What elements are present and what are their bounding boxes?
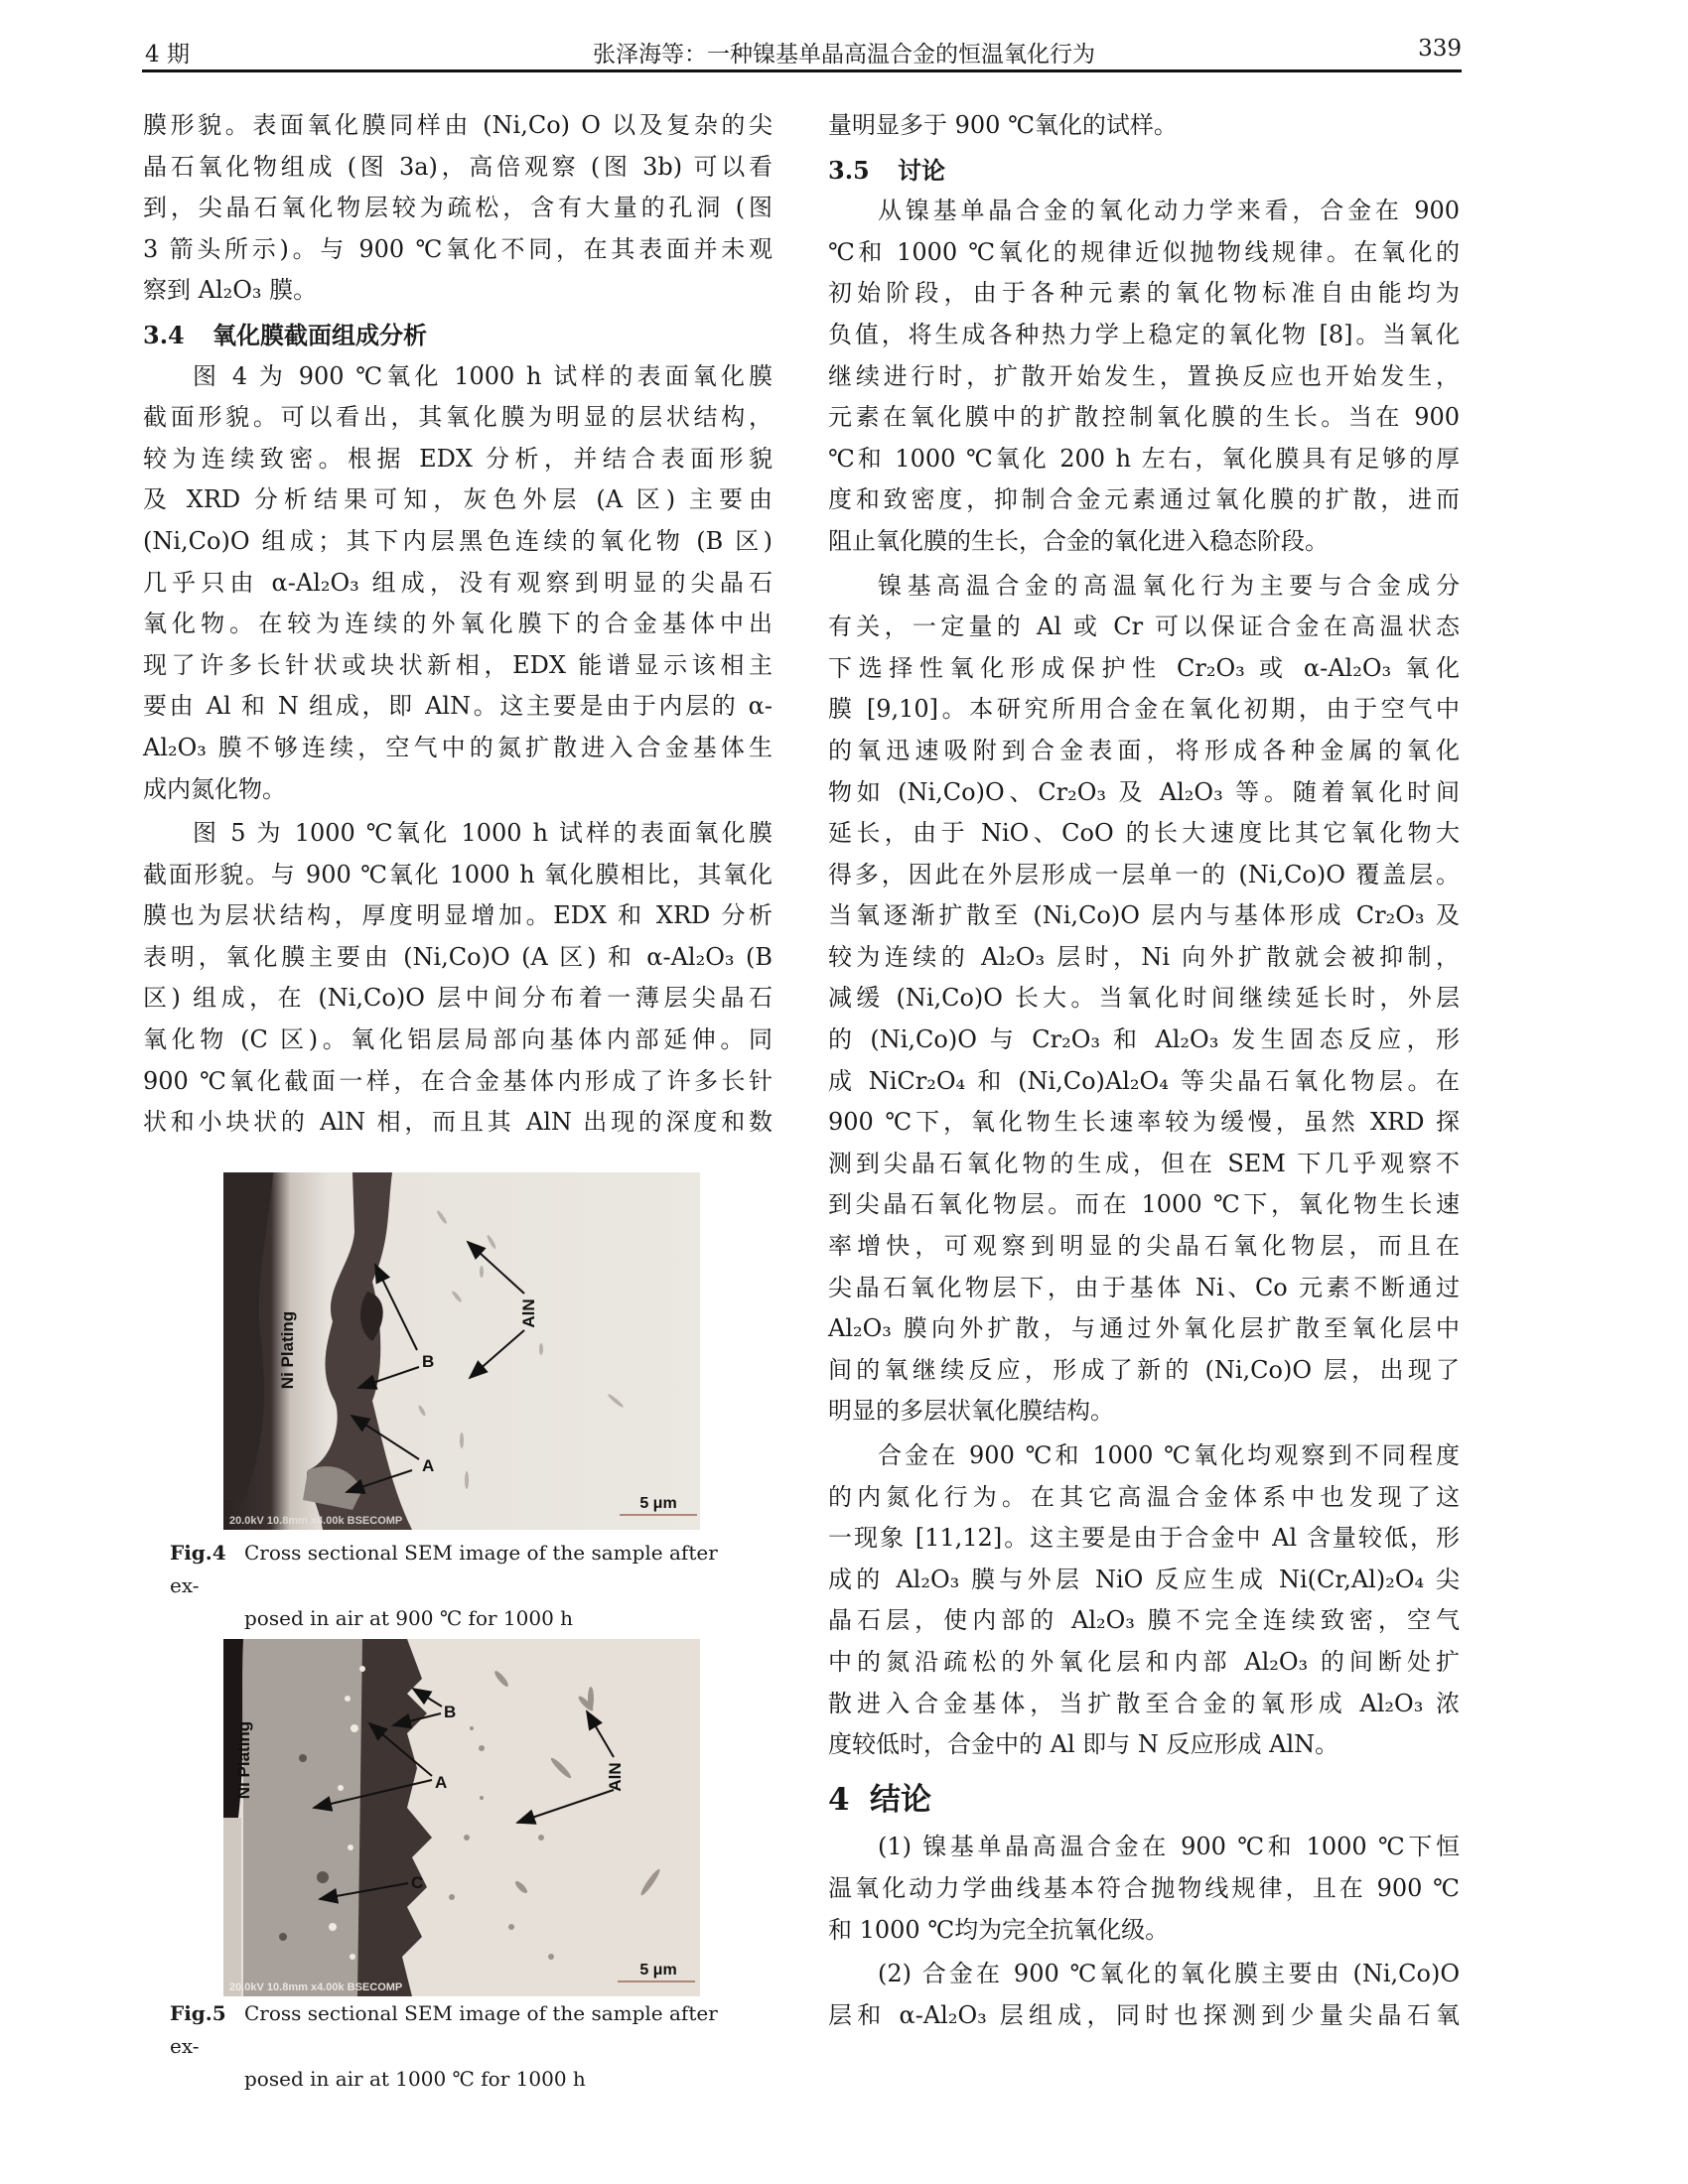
text-line: 和 1000 ℃均为完全抗氧化级。 [828,1915,1170,1944]
text-line: 继续进行时，扩散开始发生，置换反应也开始发生， [828,361,1460,390]
text-line: 的 (Ni,Co)O 与 Cr₂O₃ 和 Al₂O₃ 发生固态反应，形 [828,1025,1460,1054]
text-line: 温氧化动力学曲线基本符合抛物线规律，且在 900 ℃ [828,1873,1460,1902]
text-line: 的内氮化行为。在其它高温合金体系中也发现了这 [828,1482,1460,1511]
label-aln: AlN [606,1762,625,1792]
text-line: Al₂O₃ 膜向外扩散，与通过外氧化层扩散至氧化层中 [828,1314,1460,1343]
ni-plating-label: Ni Plating [234,1720,253,1800]
text-line: 减缓 (Ni,Co)O 长大。当氧化时间继续延长时，外层 [828,984,1460,1013]
label-c: C [411,1873,424,1892]
figure-5-sem-image [223,1639,700,1996]
text-line: (1) 镍基单晶高温合金在 900 ℃和 1000 ℃下恒 [878,1833,1460,1861]
running-header-title: 张泽海等：一种镍基单晶高温合金的恒温氧化行为 [593,42,1095,68]
paragraph [828,566,1460,1433]
text-line: 氧化物 (C 区)。氧化铝层局部向基体内部延伸。同 [143,1025,773,1054]
text-line: 要由 Al 和 N 组成，即 AlN。这主要是由于内层的 α- [143,692,773,721]
scale-bar-label: 5 μm [639,1495,677,1512]
running-header-issue: 4 期 [145,42,190,68]
text-line: 晶石层，使内部的 Al₂O₃ 膜不完全连续致密，空气 [828,1606,1460,1635]
section-number: 4 [828,1781,850,1818]
text-line: 间的氧继续反应，形成了新的 (Ni,Co)O 层，出现了 [828,1355,1460,1384]
text-line: 阻止氧化膜的生长，合金的氧化进入稳态阶段。 [828,526,1329,555]
left-column [143,105,773,1147]
text-line: 900 ℃下，氧化物生长速率较为缓慢，虽然 XRD 探 [828,1108,1460,1137]
text-line: 成内氮化物。 [143,774,286,803]
figure-label: Fig.4 [170,1541,226,1565]
caption-text: Cross sectional SEM image of the sample after ex- [170,1541,718,1597]
text-line: 合金在 900 ℃和 1000 ℃氧化均观察到不同程度 [878,1441,1460,1469]
text-line: 成 NiCr₂O₄ 和 (Ni,Co)Al₂O₄ 等尖晶石氧化物层。在 [828,1066,1460,1095]
paragraph [828,1435,1460,1766]
text-line: 初始阶段，由于各种元素的氧化物标准自由能均为 [828,279,1460,308]
text-line: 下选择性氧化形成保护性 Cr₂O₃ 或 α-Al₂O₃ 氧化 [828,653,1460,682]
figure-4-sem-image [223,1172,700,1530]
ni-plating-label: Ni Plating [278,1310,297,1390]
text-line: 膜 [9,10]。本研究所用合金在氧化初期，由于空气中 [828,695,1460,724]
page-number: 339 [1418,36,1462,62]
text-line: 现了许多长针状或块状新相，EDX 能谱显示该相主 [143,650,773,679]
label-aln: AlN [519,1298,538,1328]
text-line: 度和致密度，抑制合金元素通过氧化膜的扩散，进而 [828,485,1460,514]
text-line: 图 4 为 900 ℃氧化 1000 h 试样的表面氧化膜 [193,361,773,390]
section-heading [828,150,1460,192]
label-a: A [422,1456,435,1475]
text-line: 几乎只由 α-Al₂O₃ 组成，没有观察到明显的尖晶石 [143,568,773,597]
figure-4-caption [170,1537,726,1635]
caption-text: Cross sectional SEM image of the sample after ex- [170,2001,718,2058]
paragraph [828,1827,1460,1951]
caption-text: posed in air at 1000 ℃ for 1000 h [244,2067,586,2091]
text-line: 表明，氧化膜主要由 (Ni,Co)O (A 区) 和 α-Al₂O₃ (B [143,942,773,971]
figure-label: Fig.5 [170,2001,226,2025]
text-line: 图 5 为 1000 ℃氧化 1000 h 试样的表面氧化膜 [193,819,773,848]
text-line: (2) 合金在 900 ℃氧化的氧化膜主要由 (Ni,Co)O [878,1960,1460,1988]
text-line: 有关，一定量的 Al 或 Cr 可以保证合金在高温状态 [828,613,1460,641]
text-line: 一现象 [11,12]。这主要是由于合金中 Al 含量较低，形 [828,1524,1460,1553]
text-line: 物如 (Ni,Co)O、Cr₂O₃ 及 Al₂O₃ 等。随着氧化时间 [828,777,1460,806]
text-line: 从镍基单晶合金的氧化动力学来看，合金在 900 [878,197,1460,225]
paragraph [143,356,773,811]
text-line: 层和 α-Al₂O₃ 层组成，同时也探测到少量尖晶石氧 [828,2000,1460,2029]
text-line: ℃和 1000 ℃氧化的规律近似抛物线规律。在氧化的 [828,237,1460,266]
section-title: 氧化膜截面组成分析 [212,320,427,349]
text-line: 尖晶石氧化物层下，由于基体 Ni、Co 元素不断通过 [828,1273,1460,1301]
text-line: (Ni,Co)O 组成；其下内层黑色连续的氧化物 (B 区) [143,526,773,555]
text-line: 度较低时，合金中的 Al 即与 N 反应形成 AlN。 [828,1730,1339,1759]
paragraph [143,105,773,312]
section-number: 3.4 [143,320,185,349]
text-line: 区) 组成，在 (Ni,Co)O 层中间分布着一薄层尖晶石 [143,984,773,1013]
paragraph [828,105,1460,147]
paragraph [828,191,1460,562]
text-line: 得多，因此在外层形成一层单一的 (Ni,Co)O 覆盖层。 [828,860,1460,888]
section-title: 结论 [870,1781,931,1818]
paragraph [143,813,773,1144]
text-line: 散进入合金基体，当扩散至合金的氧形成 Al₂O₃ 浓 [828,1689,1460,1717]
text-line: 900 ℃氧化截面一样，在合金基体内形成了许多长针 [143,1066,773,1095]
text-line: 氧化物。在较为连续的外氧化膜下的合金基体中出 [143,610,773,638]
text-line: 较为连续的 Al₂O₃ 层时，Ni 向外扩散就会被抑制， [828,942,1460,971]
scale-bar-label: 5 μm [639,1962,677,1979]
text-line: 3 箭头所示)。与 900 ℃氧化不同，在其表面并未观 [143,234,773,263]
paragraph [828,1954,1460,2036]
text-line: 测到尖晶石氧化物的生成，但在 SEM 下几乎观察不 [828,1149,1460,1177]
text-line: 膜形貌。表面氧化膜同样由 (Ni,Co) O 以及复杂的尖 [143,111,773,139]
text-line: 截面形貌。与 900 ℃氧化 1000 h 氧化膜相比，其氧化 [143,860,773,888]
text-line: 元素在氧化膜中的扩散控制氧化膜的生长。当在 900 [828,403,1460,432]
text-line: 到，尖晶石氧化物层较为疏松，含有大量的孔洞 (图 [143,194,773,222]
text-line: 及 XRD 分析结果可知，灰色外层 (A 区) 主要由 [143,485,773,514]
section-title: 讨论 [898,155,945,185]
text-line: 的氧迅速吸附到合金表面，将形成各种金属的氧化 [828,736,1460,764]
text-line: 量明显多于 900 ℃氧化的试样。 [828,111,1178,139]
text-line: 状和小块状的 AlN 相，而且其 AlN 出现的深度和数 [143,1108,773,1137]
text-line: 负值，将生成各种热力学上稳定的氧化物 [8]。当氧化 [828,320,1460,348]
text-line: 中的氮沿疏松的外氧化层和内部 Al₂O₃ 的间断处扩 [828,1647,1460,1676]
text-line: 镍基高温合金的高温氧化行为主要与合金成分 [878,571,1460,600]
label-b: B [422,1352,435,1371]
caption-text: posed in air at 900 ℃ for 1000 h [244,1606,574,1630]
text-line: 延长，由于 NiO、CoO 的长大速度比其它氧化物大 [828,819,1460,848]
text-line: ℃和 1000 ℃氧化 200 h 左右，氧化膜具有足够的厚 [828,444,1460,473]
text-line: 截面形貌。可以看出，其氧化膜为明显的层状结构， [143,403,773,432]
text-line: 膜也为层状结构，厚度明显增加。EDX 和 XRD 分析 [143,901,773,930]
text-line: Al₂O₃ 膜不够连续，空气中的氮扩散进入合金基体生 [143,733,773,761]
text-line: 成的 Al₂O₃ 膜与外层 NiO 反应生成 Ni(Cr,Al)₂O₄ 尖 [828,1565,1460,1593]
text-line: 当氧逐渐扩散至 (Ni,Co)O 层内与基体形成 Cr₂O₃ 及 [828,901,1460,930]
section-heading [828,1780,1460,1822]
text-line: 晶石氧化物组成 (图 3a)，高倍观察 (图 3b) 可以看 [143,152,773,181]
label-a: A [435,1773,448,1792]
text-line: 察到 Al₂O₃ 膜。 [143,276,318,305]
text-line: 率增快，可观察到明显的尖晶石氧化物层，而且在 [828,1232,1460,1261]
sem-info: 20.0kV 10.8mm x4.00k BSECOMP [229,1981,403,1993]
text-line: 明显的多层状氧化膜结构。 [828,1397,1114,1426]
text-line: 较为连续致密。根据 EDX 分析，并结合表面形貌 [143,444,773,473]
header-rule [142,69,1462,72]
figure-5-caption [170,1997,726,2096]
sem-info: 20.0kV 10.8mm x4.00k BSECOMP [229,1515,403,1527]
text-line: 到尖晶石氧化物层。而在 1000 ℃下，氧化物生长速 [828,1190,1460,1219]
section-number: 3.5 [828,155,870,185]
right-column [828,105,1460,2039]
label-b: B [444,1703,457,1721]
section-heading [143,315,773,356]
